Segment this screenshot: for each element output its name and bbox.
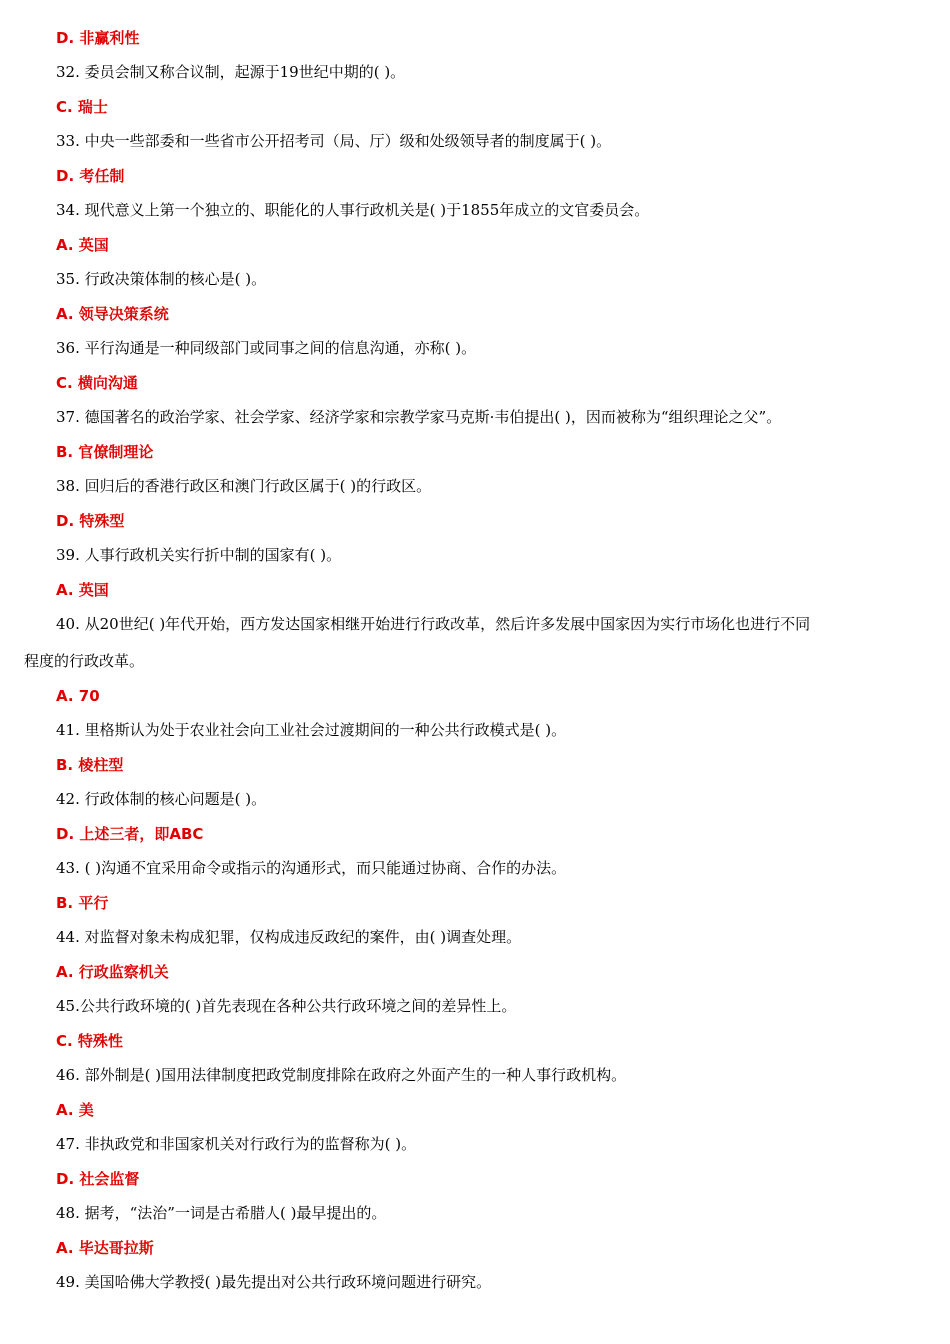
question-line: 49. 美国哈佛大学教授( )最先提出对公共行政环境问题进行研究。 — [56, 1273, 492, 1291]
answer-line: C. 瑞士 — [56, 98, 108, 116]
answer-line: D. 特殊型 — [56, 512, 125, 530]
answer-line: D. 社会监督 — [56, 1170, 140, 1188]
question-line: 32. 委员会制又称合议制，起源于19世纪中期的( )。 — [56, 63, 406, 81]
answer-line: A. 毕达哥拉斯 — [56, 1239, 154, 1257]
question-line: 35. 行政决策体制的核心是( )。 — [56, 270, 267, 288]
answer-line: B. 平行 — [56, 894, 109, 912]
answer-line: C. 横向沟通 — [56, 374, 138, 392]
answer-line: A. 70 — [56, 687, 100, 705]
question-line: 39. 人事行政机关实行折中制的国家有( )。 — [56, 546, 342, 564]
answer-line: A. 英国 — [56, 236, 109, 254]
question-line: 43. ( )沟通不宜采用命令或指示的沟通形式，而只能通过协商、合作的办法。 — [56, 859, 567, 877]
question-line: 44. 对监督对象未构成犯罪，仅构成违反政纪的案件，由( )调查处理。 — [56, 928, 522, 946]
question-line: 33. 中央一些部委和一些省市公开招考司（局、厅）级和处级领导者的制度属于( )。 — [56, 132, 612, 150]
question-line: 42. 行政体制的核心问题是( )。 — [56, 790, 267, 808]
question-line: 48. 据考，“法治”一词是古希腊人( )最早提出的。 — [56, 1204, 387, 1222]
question-line: 46. 部外制是( )国用法律制度把政党制度排除在政府之外面产生的一种人事行政机构。 — [56, 1066, 627, 1084]
answer-line: A. 领导决策系统 — [56, 305, 169, 323]
answer-line: B. 棱柱型 — [56, 756, 124, 774]
question-line: 40. 从20世纪( )年代开始，西方发达国家相继开始进行行政改革，然后许多发展中国家因为实行市场化也进行不同 — [56, 615, 811, 633]
answer-line: C. 特殊性 — [56, 1032, 123, 1050]
answer-line: D. 上述三者，即ABC — [56, 825, 204, 843]
answer-line: B. 官僚制理论 — [56, 443, 154, 461]
answer-line: D. 非赢利性 — [56, 29, 140, 47]
answer-line: D. 考任制 — [56, 167, 125, 185]
question-line: 47. 非执政党和非国家机关对行政行为的监督称为( )。 — [56, 1135, 417, 1153]
question-line: 38. 回归后的香港行政区和澳门行政区属于( )的行政区。 — [56, 477, 432, 495]
answer-line: A. 行政监察机关 — [56, 963, 169, 981]
question-line: 34. 现代意义上第一个独立的、职能化的人事行政机关是( )于1855年成立的文官委员会。 — [56, 201, 650, 219]
question-line: 41. 里格斯认为处于农业社会向工业社会过渡期间的一种公共行政模式是( )。 — [56, 721, 567, 739]
answer-line: A. 英国 — [56, 581, 109, 599]
question-line: 45.公共行政环境的( )首先表现在各种公共行政环境之间的差异性上。 — [56, 997, 517, 1015]
question-continuation: 程度的行政改革。 — [24, 652, 145, 670]
question-line: 36. 平行沟通是一种同级部门或同事之间的信息沟通，亦称( )。 — [56, 339, 477, 357]
answer-line: A. 美 — [56, 1101, 94, 1119]
question-line: 37. 德国著名的政治学家、社会学家、经济学家和宗教学家马克斯·韦伯提出( )，因而被称为“组织理论之父”。 — [56, 408, 782, 426]
